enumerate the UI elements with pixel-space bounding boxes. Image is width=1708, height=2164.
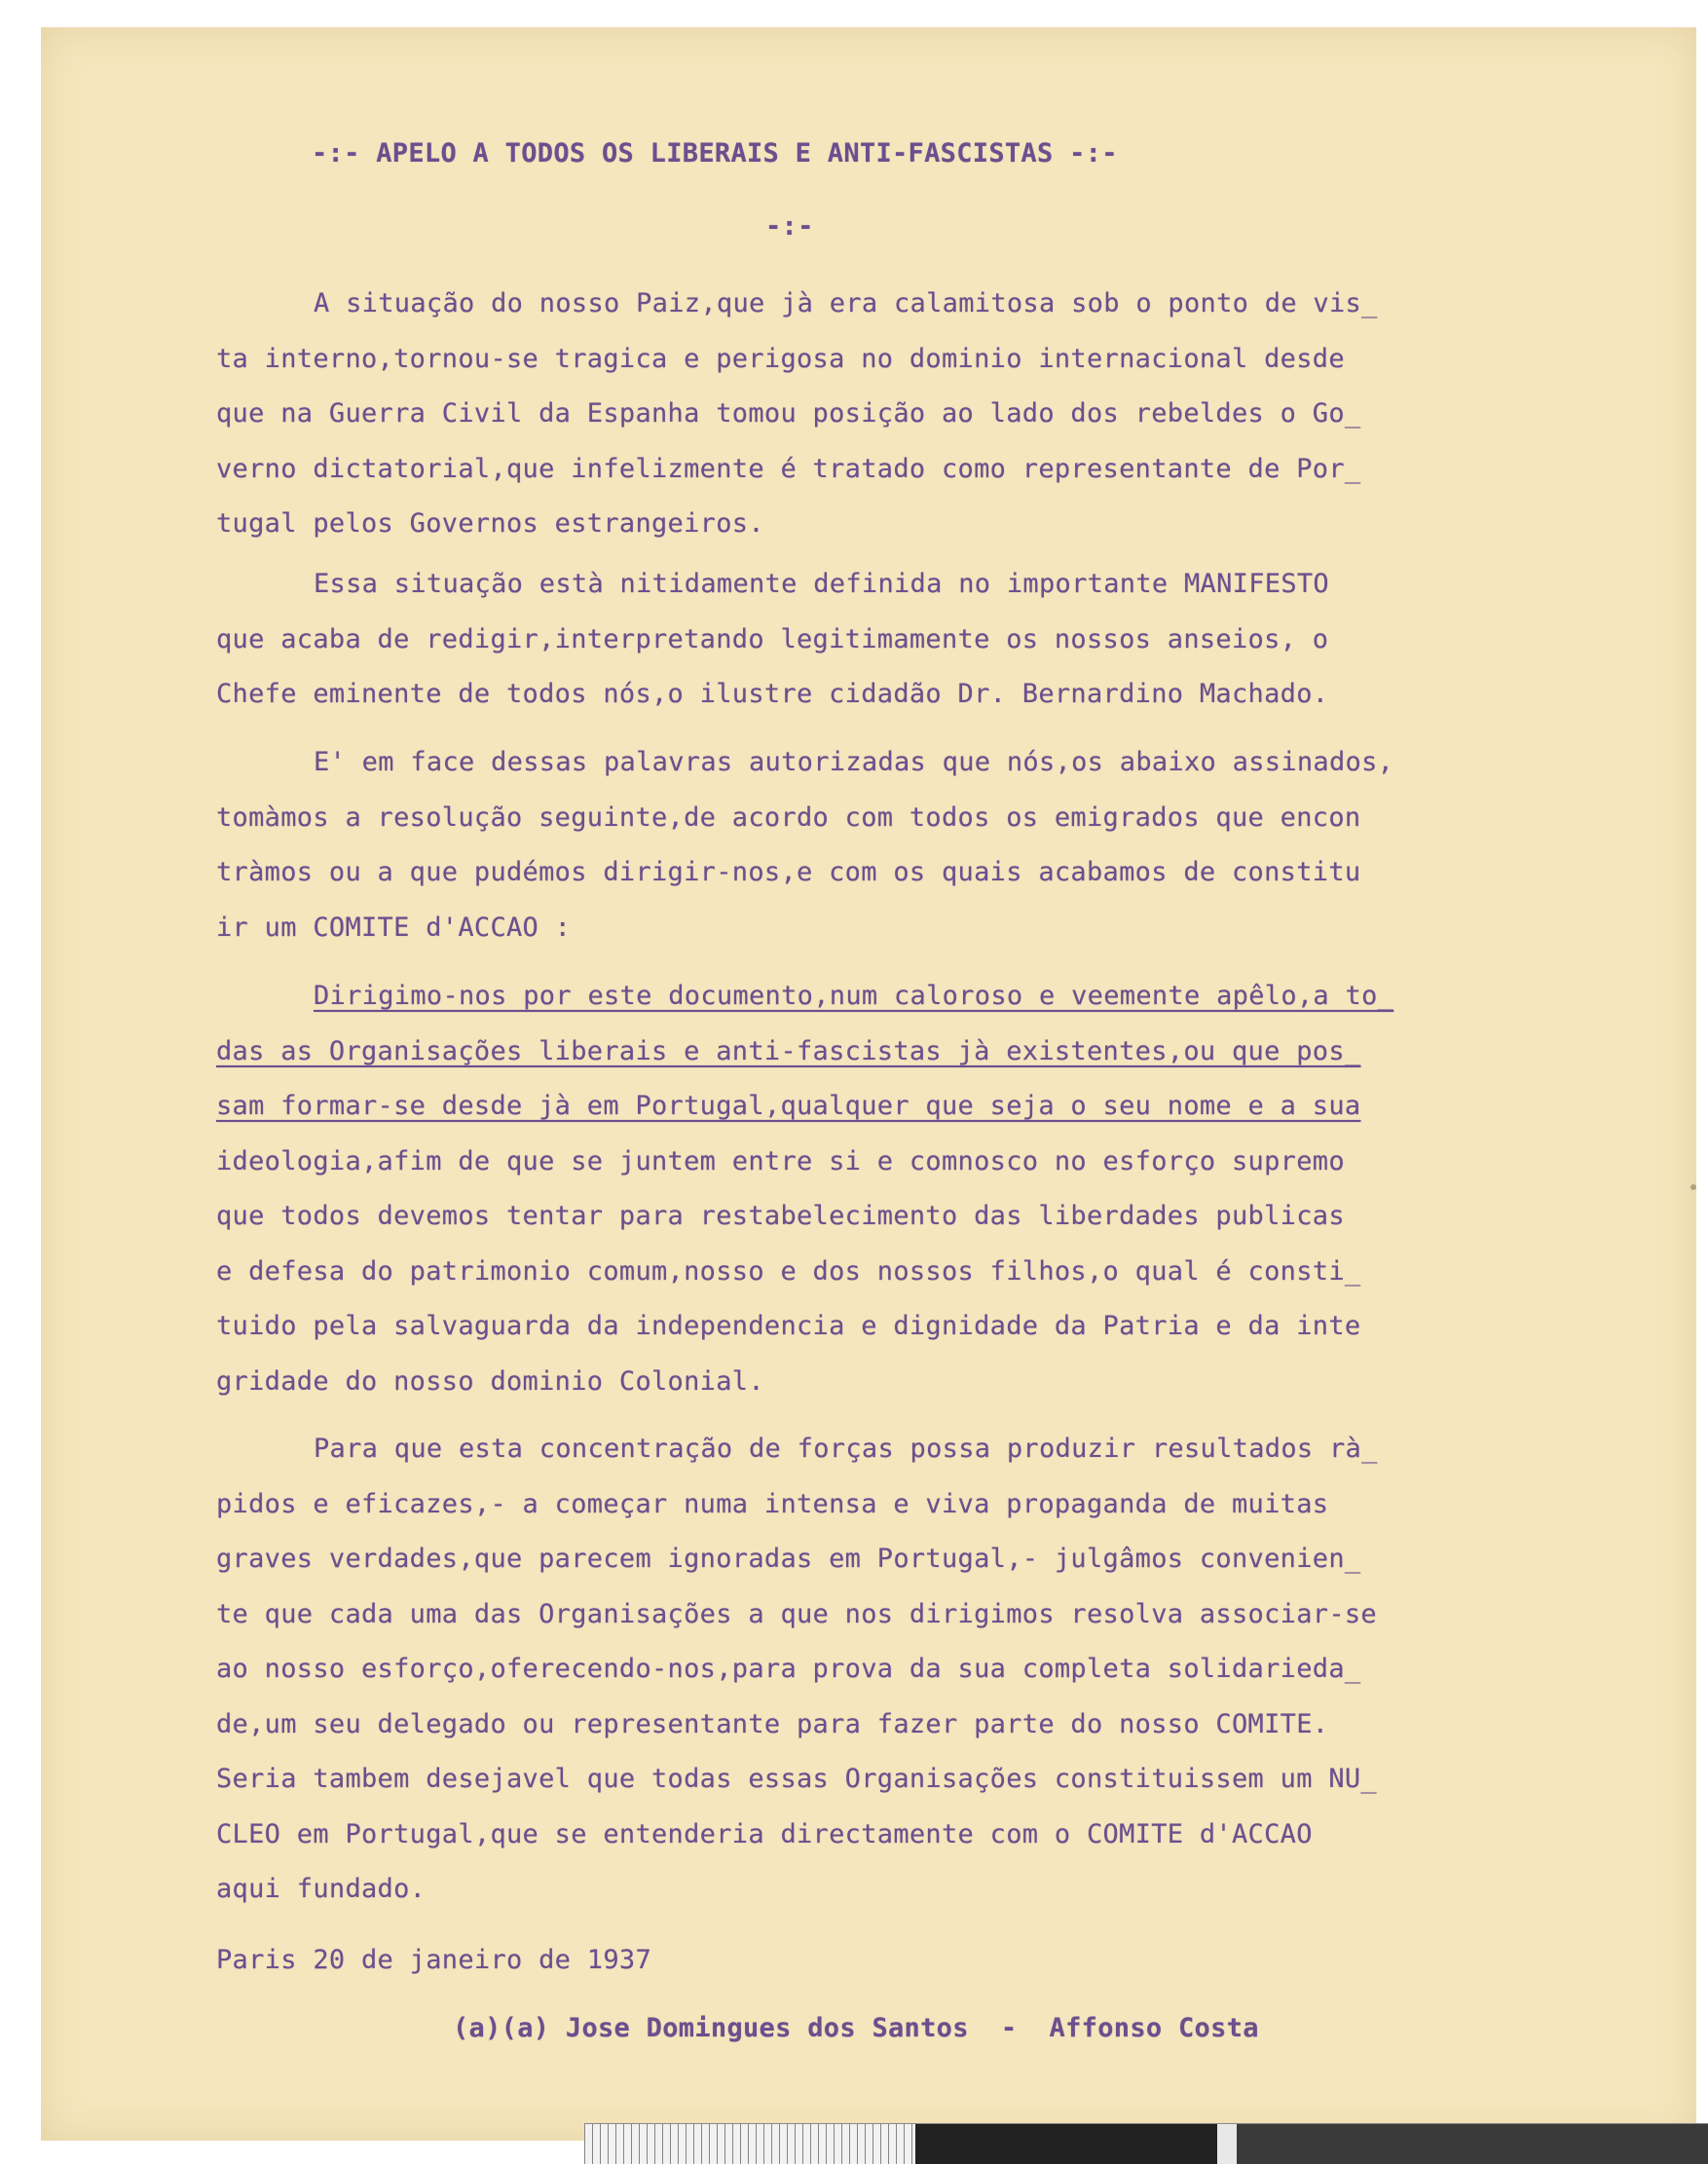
paragraph-line: ideologia,afim de que se juntem entre si e comnosco no esforço supremo [216,1145,1345,1176]
signature-line: (a)(a) Jose Domingues dos Santos - Affonso Costa [453,2013,1259,2043]
ruler-dark-block [915,2124,1217,2164]
date-line: Paris 20 de janeiro de 1937 [216,1945,651,1975]
paragraph-3 [216,735,1657,955]
ruler-gap [1217,2124,1237,2164]
paragraph-line: tràmos ou a que pudémos dirigir-nos,e com os quais acabamos de constitu [216,857,1361,887]
underlined-line: sam formar-se desde jà em Portugal,qualquer que seja o seu nome e a sua [216,1091,1361,1121]
paragraph-line: que todos devemos tentar para restabelecimento das liberdades publicas [216,1201,1345,1231]
paragraph-line: que na Guerra Civil da Espanha tomou posição ao lado dos rebeldes o Go_ [216,398,1361,429]
paragraph-line: ao nosso esforço,oferecendo-nos,para prova da sua completa solidarieda_ [216,1654,1361,1684]
paragraph-line: verno dictatorial,que infelizmente é tratado como representante de Por_ [216,453,1361,484]
paragraph-line: A situação do nosso Paiz,que jà era calamitosa sob o ponto de vis_ [314,288,1378,318]
ruler-dark-block [1237,2124,1708,2164]
paragraph-line: graves verdades,que parecem ignoradas em Portugal,- julgâmos convenien_ [216,1544,1361,1574]
paragraph-line: te que cada uma das Organisações a que nos dirigimos resolva associar-se [216,1598,1377,1629]
paragraph-2 [216,557,1657,723]
paragraph-line: pidos e eficazes,- a começar numa intensa e viva propaganda de muitas [216,1488,1329,1519]
paragraph-line: Essa situação està nitidamente definida no importante MANIFESTO [314,569,1329,599]
paragraph-line: gridade do nosso dominio Colonial. [216,1365,764,1397]
document-title: -:- APELO A TODOS OS LIBERAIS E ANTI-FASCISTAS -:- [312,138,1118,168]
underlined-line: das as Organisações liberais e anti-fascistas jà existentes,ou que pos_ [216,1035,1361,1066]
underlined-line: Dirigimo-nos por este documento,num caloroso e veemente apêlo,a to_ [314,981,1394,1011]
paragraph-line: tugal pelos Governos estrangeiros. [216,508,764,539]
paragraph-4 [216,969,1657,1409]
paragraph-line: Para que esta concentração de forças possa produzir resultados rà_ [314,1434,1378,1464]
paragraph-line: Chefe eminente de todos nós,o ilustre cidadão Dr. Bernardino Machado. [216,679,1329,709]
paragraph-line: ir um COMITE d'ACCAO : [216,912,572,943]
paragraph-1 [216,277,1657,552]
paragraph-line: tomàmos a resolução seguinte,de acordo com todos os emigrados que encon [216,802,1361,833]
paragraph-line: E' em face dessas palavras autorizadas que nós,os abaixo assinados, [314,747,1394,777]
paragraph-line: Seria tambem desejavel que todas essas Organisações constituissem um NU_ [216,1764,1377,1794]
paragraph-line: CLEO em Portugal,que se entenderia directamente com o COMITE d'ACCAO [216,1818,1313,1849]
paragraph-line: tuido pela salvaguarda da independencia e dignidade da Patria e da inte [216,1311,1361,1341]
paragraph-line: e defesa do patrimonio comum,nosso e dos nossos filhos,o qual é consti_ [216,1255,1361,1287]
paragraph-line: ta interno,tornou-se tragica e perigosa no dominio internacional desde [216,343,1345,374]
scan-color-ruler [584,2123,1708,2164]
ruler-ticks [584,2124,915,2164]
title-separator: -:- [765,211,814,242]
paragraph-line: que acaba de redigir,interpretando legitimamente os nossos anseios, o [216,623,1329,654]
paragraph-5 [216,1422,1657,1918]
paragraph-line: de,um seu delegado ou representante para fazer parte do nosso COMITE. [216,1708,1329,1739]
paragraph-line: aqui fundado. [216,1874,427,1904]
